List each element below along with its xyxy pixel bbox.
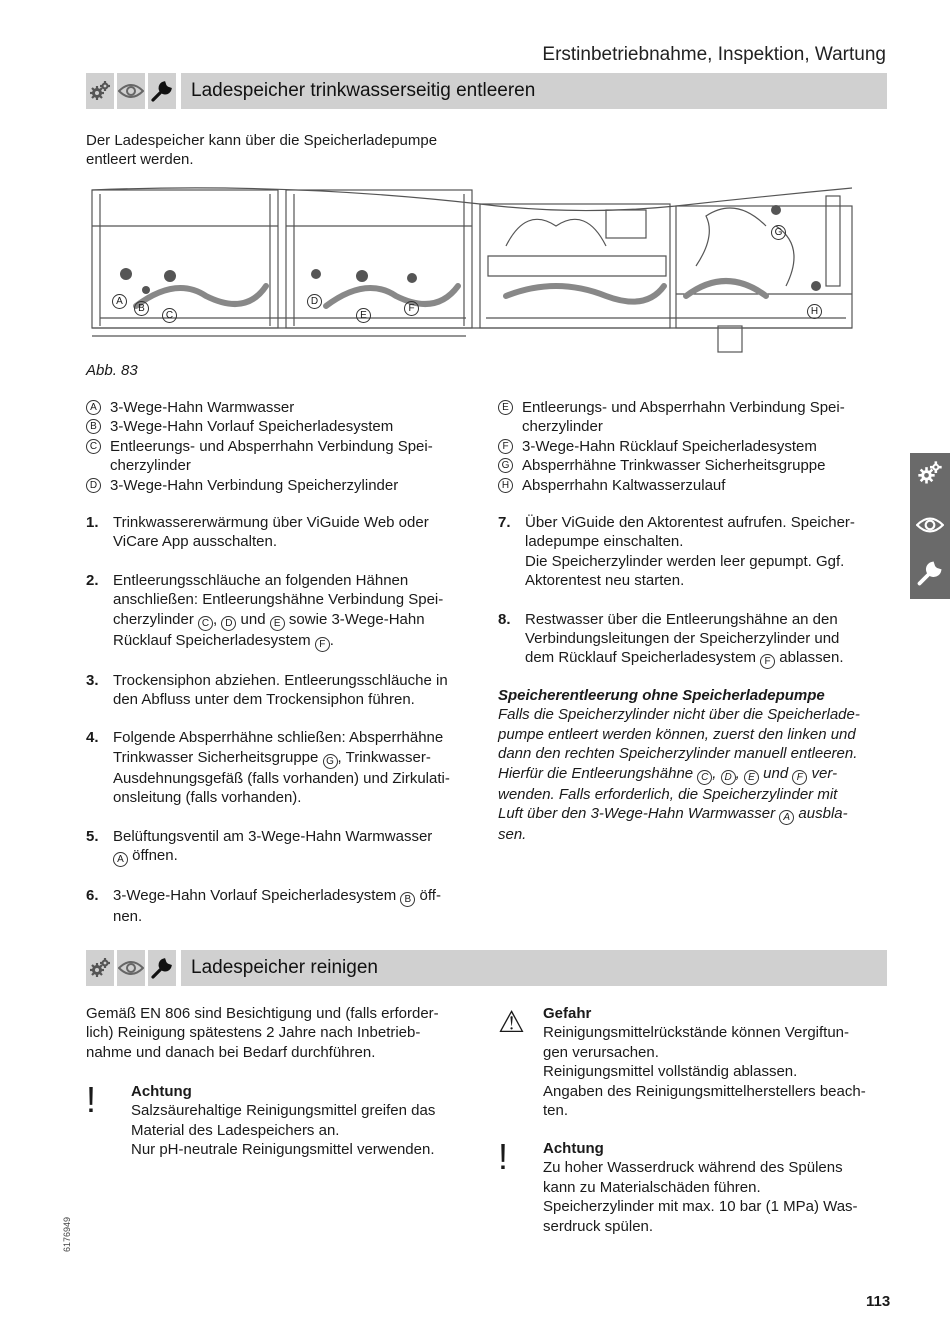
figure-label-g: G <box>771 225 786 240</box>
figure-label-c: C <box>162 308 177 323</box>
step-item: 5. Belüftungsventil am 3-Wege-Hahn Warmwasser A öffnen. <box>86 827 433 866</box>
step-item: 1. Trinkwassererwärmung über ViGuide Web oder ViCare App ausschalten. <box>86 514 429 551</box>
legend-right <box>498 398 898 495</box>
legend-item: G Absperrhähne Trinkwasser Sicherheitsgruppe <box>498 456 898 475</box>
appliance-drawing <box>86 186 856 358</box>
caution-box: ! Achtung Zu hoher Wasserdruck während des Spülens kann zu Materialschäden führen. Speicherzylinder mit max. 10 bar (1 MPa) Was- serdruck spülen. <box>498 1136 858 1235</box>
figure-label-d: D <box>307 294 322 309</box>
step-item: 4. Folgende Absperrhähne schließen: Absperrhähne Trinkwasser Sicherheitsgruppe G , Trinkwasser- Ausdehnungsgefäß (falls vorhanden) und Zirkulati- onsleitung (falls vorhanden). <box>86 729 450 807</box>
warning-triangle-icon: ⚠ <box>498 1006 525 1039</box>
section-title: Ladespeicher reinigen <box>181 950 887 986</box>
legend-left <box>86 398 486 495</box>
figure-illustration <box>86 186 856 358</box>
legend-item: B 3-Wege-Hahn Vorlauf Speicherladesystem <box>86 417 486 436</box>
inline-reference-marker: E <box>744 770 759 785</box>
step-item: 3. Trockensiphon abziehen. Entleerungsschläuche in den Abfluss unter dem Trockensiphon führen. <box>86 671 448 709</box>
step-item: 6. 3-Wege-Hahn Vorlauf Speicherladesystem B öff- nen. <box>86 887 441 926</box>
inline-reference-marker: E <box>270 616 285 631</box>
caution-box: ! Achtung Salzsäurehaltige Reinigungsmittel greifen das Material des Ladespeichers an. Nur pH-neutrale Reinigungsmittel verwenden. <box>86 1079 436 1159</box>
figure-label-f: F <box>404 301 419 316</box>
eye-icon <box>117 73 145 109</box>
figure-label-a: A <box>112 294 127 309</box>
legend-item: E Entleerungs- und Absperrhahn Verbindung Spei- cherzylinder <box>498 398 898 437</box>
inline-reference-marker: G <box>323 754 338 769</box>
figure-label-b: B <box>134 301 149 316</box>
section-icons <box>86 950 179 986</box>
legend-item: D 3-Wege-Hahn Verbindung Speicherzylinder <box>86 476 486 495</box>
steps-right <box>498 513 898 669</box>
figure-label-e: E <box>356 308 371 323</box>
inline-reference-marker: C <box>697 770 712 785</box>
legend-item: A 3-Wege-Hahn Warmwasser <box>86 398 486 417</box>
legend-item: C Entleerungs- und Absperrhahn Verbindung Spei- cherzylinder <box>86 437 486 476</box>
document-number: 6176949 <box>62 1216 72 1252</box>
page-number: 113 <box>866 1293 891 1310</box>
inline-reference-marker: D <box>721 770 736 785</box>
gear-icon <box>916 459 944 487</box>
section-header <box>86 73 887 109</box>
legend-item: F 3-Wege-Hahn Rücklauf Speicherladesystem <box>498 437 898 456</box>
danger-box: ⚠ Gefahr Reinigungsmittelrückstände können Vergiftun- gen verursachen. Reinigungsmittel vollständig ablassen. Angaben des Reinigungsmittelherstellers beach- ten. <box>498 1005 866 1120</box>
exclamation-icon: ! <box>86 1079 97 1120</box>
step-item: 2. Entleerungsschläuche an folgenden Hähnen anschließen: Entleerungshähne Verbindung Spei- cherzylinder C , D und E sowie 3-Wege-Hahn Rücklauf Speicherladesystem F . <box>86 571 444 650</box>
eye-icon <box>117 950 145 986</box>
section-header <box>86 950 887 986</box>
inline-reference-marker: D <box>221 616 236 631</box>
section-title: Ladespeicher trinkwasserseitig entleeren <box>181 73 887 109</box>
inline-reference-marker: B <box>400 892 415 907</box>
inline-reference-marker: C <box>198 616 213 631</box>
step-item: 8. Restwasser über die Entleerungshähne an den Verbindungsleitungen der Speicherzylinder und dem Rücklauf Speicherladesystem F ablassen. <box>498 610 844 668</box>
intro-text: Der Ladespeicher kann über die Speicherladepumpe entleert werden. <box>86 132 438 169</box>
note-heading: Speicherentleerung ohne Speicherladepumpe <box>498 687 825 704</box>
inline-reference-marker: F <box>760 654 775 669</box>
section-icons <box>86 73 179 109</box>
wrench-icon <box>148 950 176 986</box>
eye-icon <box>916 511 944 539</box>
figure-label-h: H <box>807 304 822 319</box>
chapter-tab[interactable] <box>910 453 950 599</box>
exclamation-icon: ! <box>498 1136 509 1177</box>
intro-text: Gemäß EN 806 sind Besichtigung und (falls erforder- lich) Reinigung spätestens 2 Jahre nach Inbetrieb- nahme und danach bei Bedarf durchführen. <box>86 1005 439 1061</box>
inline-reference-marker: F <box>315 637 330 652</box>
inline-reference-marker: A <box>113 852 128 867</box>
steps-left <box>86 513 486 926</box>
chapter-title: Erstinbetriebnahme, Inspektion, Wartung <box>542 44 886 65</box>
legend-item: H Absperrhahn Kaltwasserzulauf <box>498 476 898 495</box>
wrench-icon <box>916 559 944 587</box>
inline-reference-marker: A <box>779 810 794 825</box>
step-item: 7. Über ViGuide den Aktorentest aufrufen. Speicher- ladepumpe einschalten. Die Speicherzylinder werden leer gepumpt. Ggf. Aktorentest neu starten. <box>498 514 855 590</box>
figure-caption: Abb. 83 <box>86 362 138 379</box>
gear-icon <box>86 950 114 986</box>
note-block: Speicherentleerung ohne Speicherladepumpe Falls die Speicherzylinder nicht über die Speicherlade- pumpe entleert werden können, zuerst den linken und dann den rechten Speicherzylinder manuell entleeren. Hierfür die Entleerungshähne C , D , E und F ver- wenden. Falls erforderlich, die Speicherzylinder mit Luft über den 3-Wege-Hahn Warmwasser A ausbla- sen. <box>498 686 898 844</box>
gear-icon <box>86 73 114 109</box>
inline-reference-marker: F <box>792 770 807 785</box>
wrench-icon <box>148 73 176 109</box>
